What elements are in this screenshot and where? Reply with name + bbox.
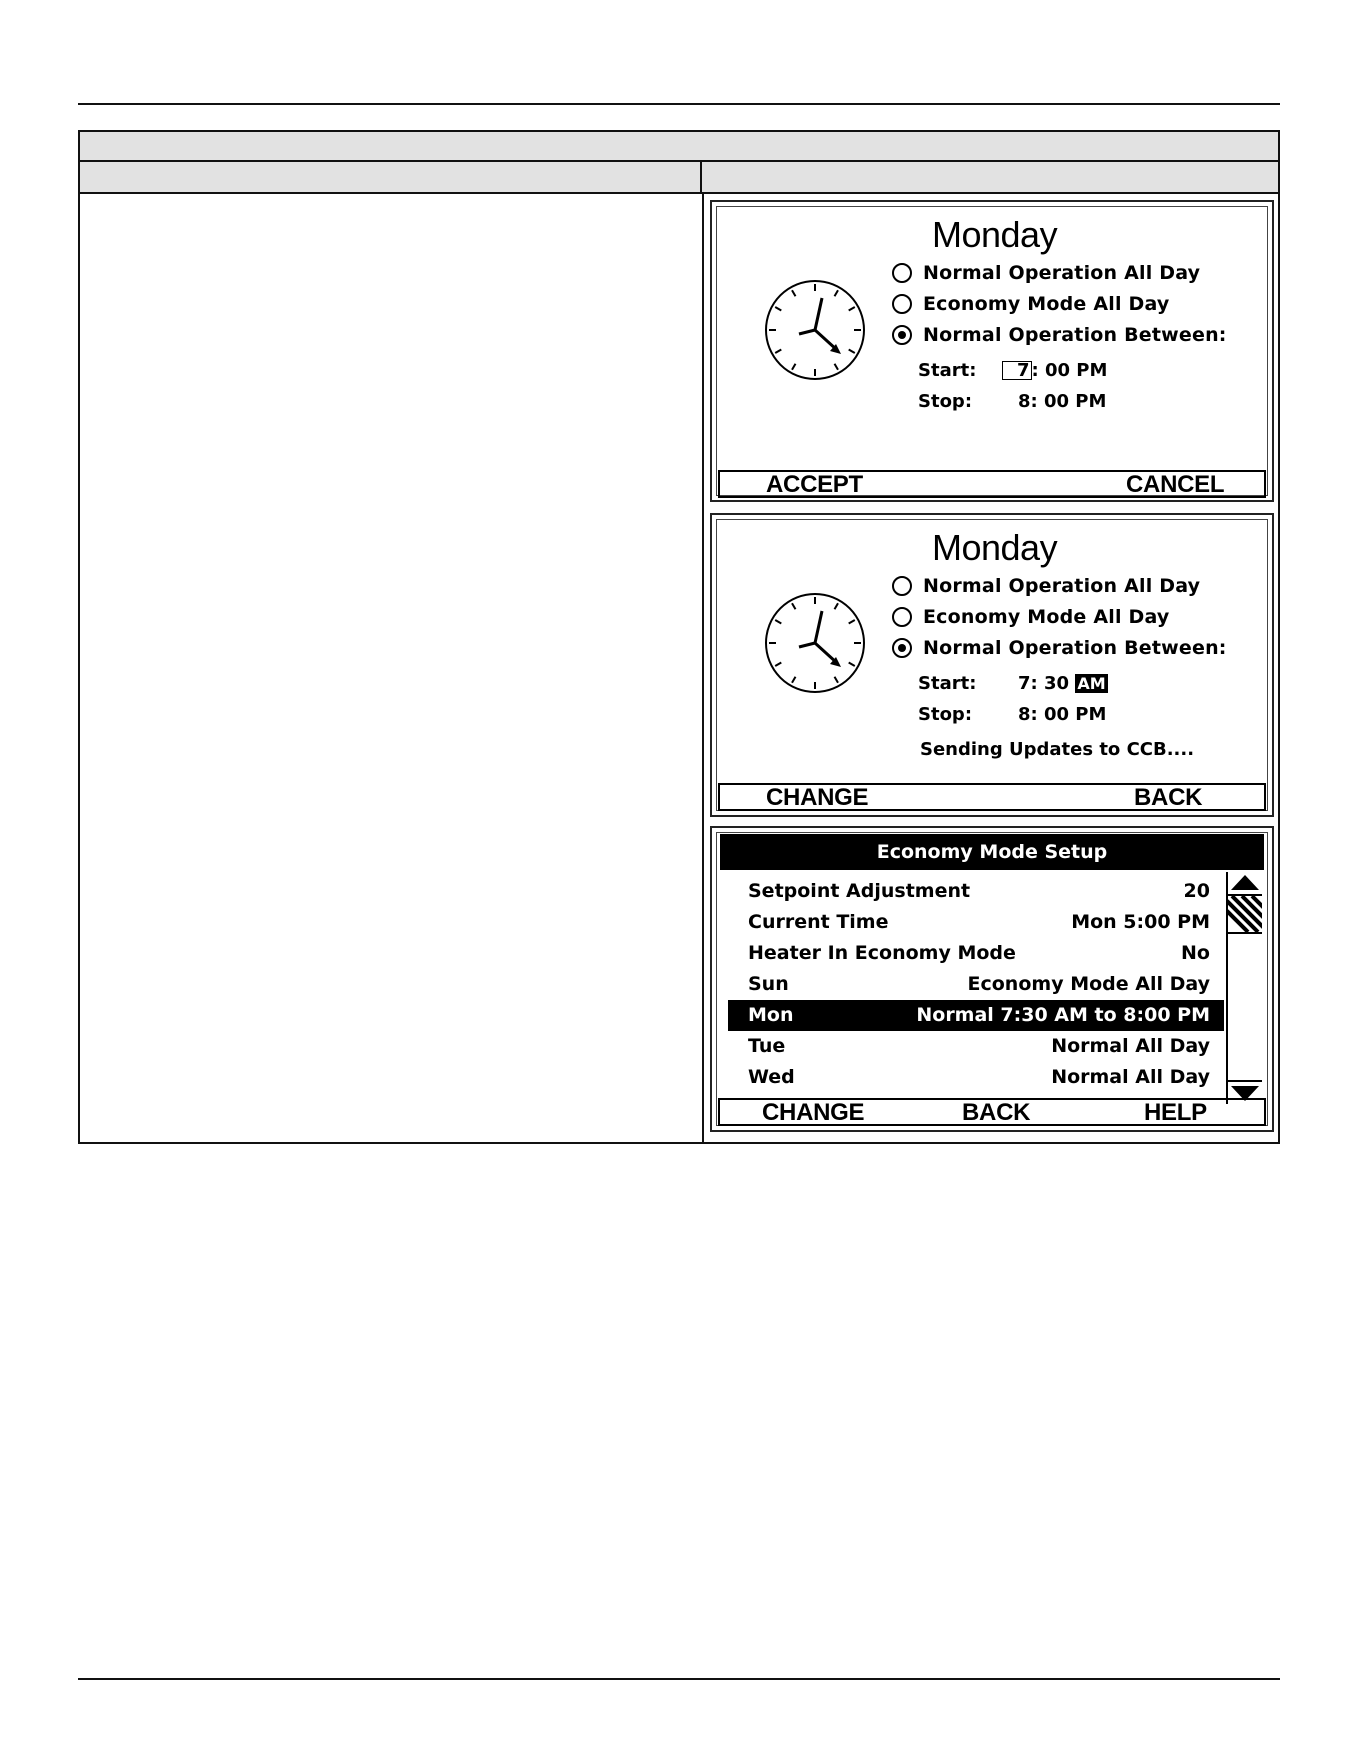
screen-title-bar: Economy Mode Setup	[720, 834, 1264, 870]
radio-button-selected[interactable]	[892, 325, 912, 345]
column-header-display	[702, 162, 1278, 194]
radio-button[interactable]	[892, 263, 912, 283]
screen-economy-setup	[710, 826, 1274, 1132]
option-normal-between[interactable]: Normal Operation Between:	[892, 635, 1227, 661]
scroll-up-arrow-icon[interactable]	[1228, 872, 1262, 896]
radio-button[interactable]	[892, 294, 912, 314]
stop-label: Stop:	[918, 391, 973, 412]
start-label: Start:	[918, 673, 977, 694]
footer-rule	[78, 1678, 1280, 1680]
softkey-bar	[718, 1098, 1266, 1126]
list-item[interactable]: Wed Normal All Day	[748, 1066, 1210, 1088]
day-title: Monday	[932, 214, 1058, 255]
radio-button[interactable]	[892, 607, 912, 627]
accept-softkey[interactable]: ACCEPT	[766, 471, 863, 498]
start-label: Start:	[918, 360, 977, 381]
cancel-softkey[interactable]: CANCEL	[1126, 471, 1225, 498]
stop-time-value: 8: 00 PM	[1018, 391, 1107, 412]
list-item[interactable]: Sun Economy Mode All Day	[748, 973, 1210, 995]
screen-edit-time	[710, 200, 1274, 502]
list-item[interactable]: Current Time Mon 5:00 PM	[748, 911, 1210, 933]
list-item[interactable]: Setpoint Adjustment 20	[748, 880, 1210, 902]
back-softkey[interactable]: BACK	[1134, 784, 1203, 811]
list-item[interactable]: Tue Normal All Day	[748, 1035, 1210, 1057]
ampm-cursor[interactable]: AM	[1077, 674, 1106, 693]
list-item-selected[interactable]: Mon Normal 7:30 AM to 8:00 PM	[728, 1000, 1224, 1031]
change-softkey[interactable]: CHANGE	[762, 1099, 865, 1126]
softkey-bar	[718, 470, 1266, 498]
softkey-bar	[718, 783, 1266, 811]
option-normal-all-day[interactable]: Normal Operation All Day	[892, 573, 1200, 599]
scrollbar[interactable]	[1226, 872, 1264, 1104]
start-time-value[interactable]: 7: 30 AM	[1018, 673, 1106, 694]
list-item[interactable]: Heater In Economy Mode No	[748, 942, 1210, 964]
stop-time-value: 8: 00 PM	[1018, 704, 1107, 725]
column-header-action	[80, 162, 702, 194]
column-divider	[702, 194, 704, 1142]
header-rule	[78, 103, 1280, 105]
hour-cursor[interactable]: 7	[1002, 361, 1032, 380]
clock-icon	[763, 591, 867, 695]
start-time-value[interactable]: 7 : 00 PM	[1002, 360, 1107, 381]
option-normal-between[interactable]: Normal Operation Between:	[892, 322, 1227, 348]
radio-button[interactable]	[892, 576, 912, 596]
back-softkey[interactable]: BACK	[962, 1099, 1031, 1126]
day-title: Monday	[932, 527, 1058, 568]
option-economy-all-day[interactable]: Economy Mode All Day	[892, 604, 1169, 630]
table-title-row	[80, 132, 1278, 162]
status-message: Sending Updates to CCB....	[920, 739, 1195, 760]
screen-sending-updates	[710, 513, 1274, 817]
scroll-thumb[interactable]	[1228, 896, 1262, 934]
radio-button-selected[interactable]	[892, 638, 912, 658]
help-softkey[interactable]: HELP	[1144, 1099, 1207, 1126]
option-normal-all-day[interactable]: Normal Operation All Day	[892, 260, 1200, 286]
option-economy-all-day[interactable]: Economy Mode All Day	[892, 291, 1169, 317]
clock-icon	[763, 278, 867, 382]
change-softkey[interactable]: CHANGE	[766, 784, 869, 811]
stop-label: Stop:	[918, 704, 973, 725]
